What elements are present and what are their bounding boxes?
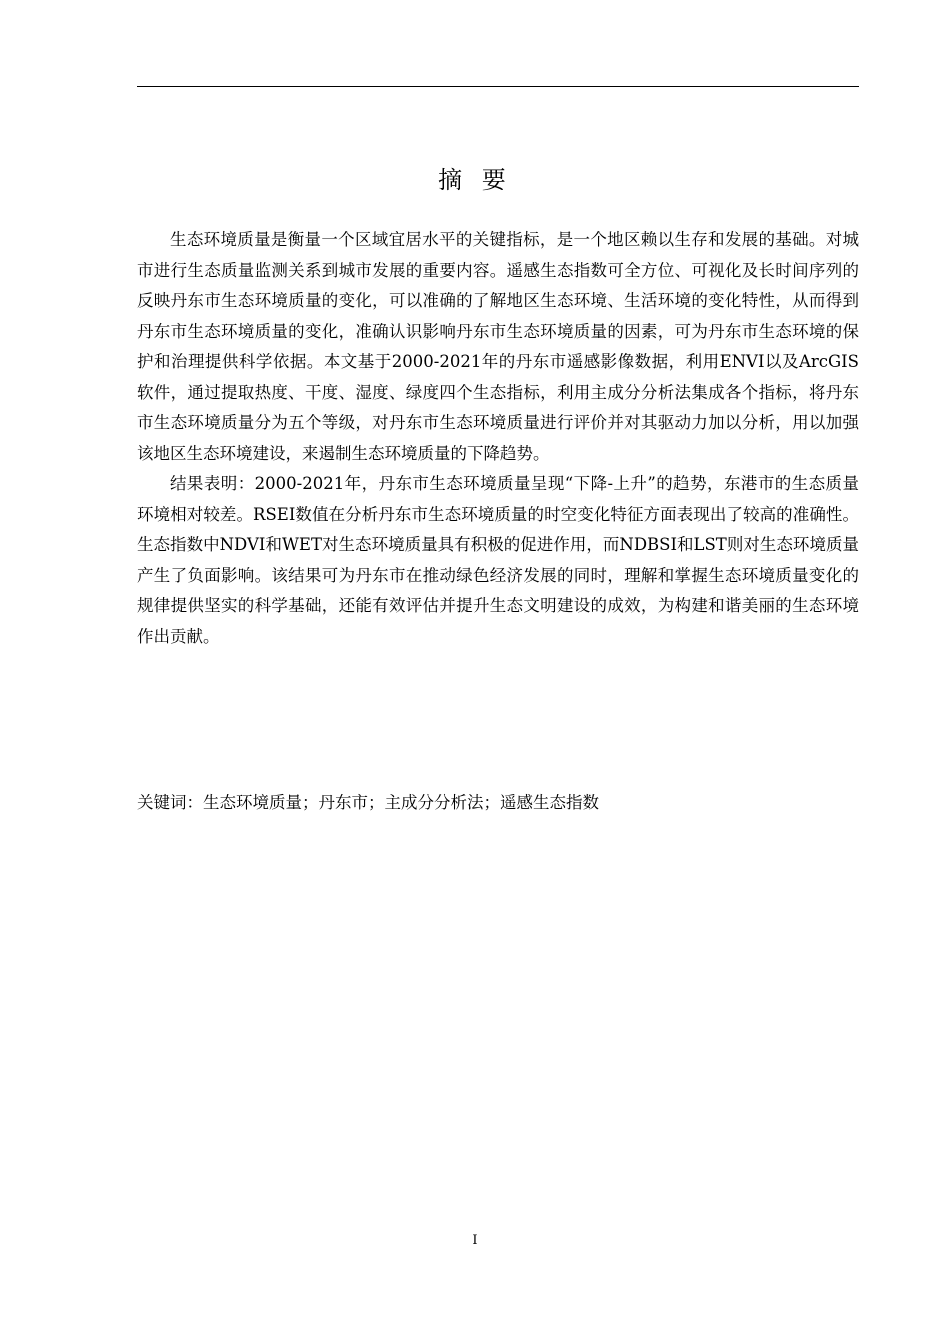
keywords-line bbox=[137, 788, 859, 818]
abstract-body bbox=[137, 225, 859, 652]
page-number: I bbox=[472, 1233, 478, 1248]
abstract-title: 摘 要 bbox=[438, 166, 512, 194]
header-rule bbox=[137, 86, 859, 87]
abstract-paragraph-1: 生态环境质量是衡量一个区域宜居水平的关键指标，是一个地区赖以生存和发展的基础。对城市进行生态质量监测关系到城市发展的重要内容。遥感生态指数可全方位、可视化及长时间序列的反映丹东市生态环境质量的变化，可以准确的了解地区生态环境、生活环境的变化特性，从而得到丹东市生态环境质量的变化，准确认识影响丹东市生态环境质量的因素，可为丹东市生态环境的保护和治理提供科学依据。本文基于2000-2021年的丹东市遥感影像数据，利用ENVI以及ArcGIS软件，通过提取热度、干度、湿度、绿度四个生态指标，利用主成分分析法集成各个指标，将丹东市生态环境质量分为五个等级，对丹东市生态环境质量进行评价并对其驱动力加以分析，用以加强该地区生态环境建设，来遏制生态环境质量的下降趋势。 bbox=[137, 230, 859, 463]
keywords-text: 生态环境质量；丹东市；主成分分析法；遥感生态指数 bbox=[203, 793, 599, 812]
keywords-label: 关键词： bbox=[137, 793, 203, 812]
abstract-paragraph-2: 结果表明：2000-2021年，丹东市生态环境质量呈现“下降-上升”的趋势，东港市的生态质量环境相对较差。RSEI数值在分析丹东市生态环境质量的时空变化特征方面表现出了较高的准确性。生态指数中NDVI和WET对生态环境质量具有积极的促进作用，而NDBSI和LST则对生态环境质量产生了负面影响。该结果可为丹东市在推动绿色经济发展的同时，理解和掌握生态环境质量变化的规律提供坚实的科学基础，还能有效评估并提升生态文明建设的成效，为构建和谐美丽的生态环境作出贡献。 bbox=[137, 474, 859, 646]
